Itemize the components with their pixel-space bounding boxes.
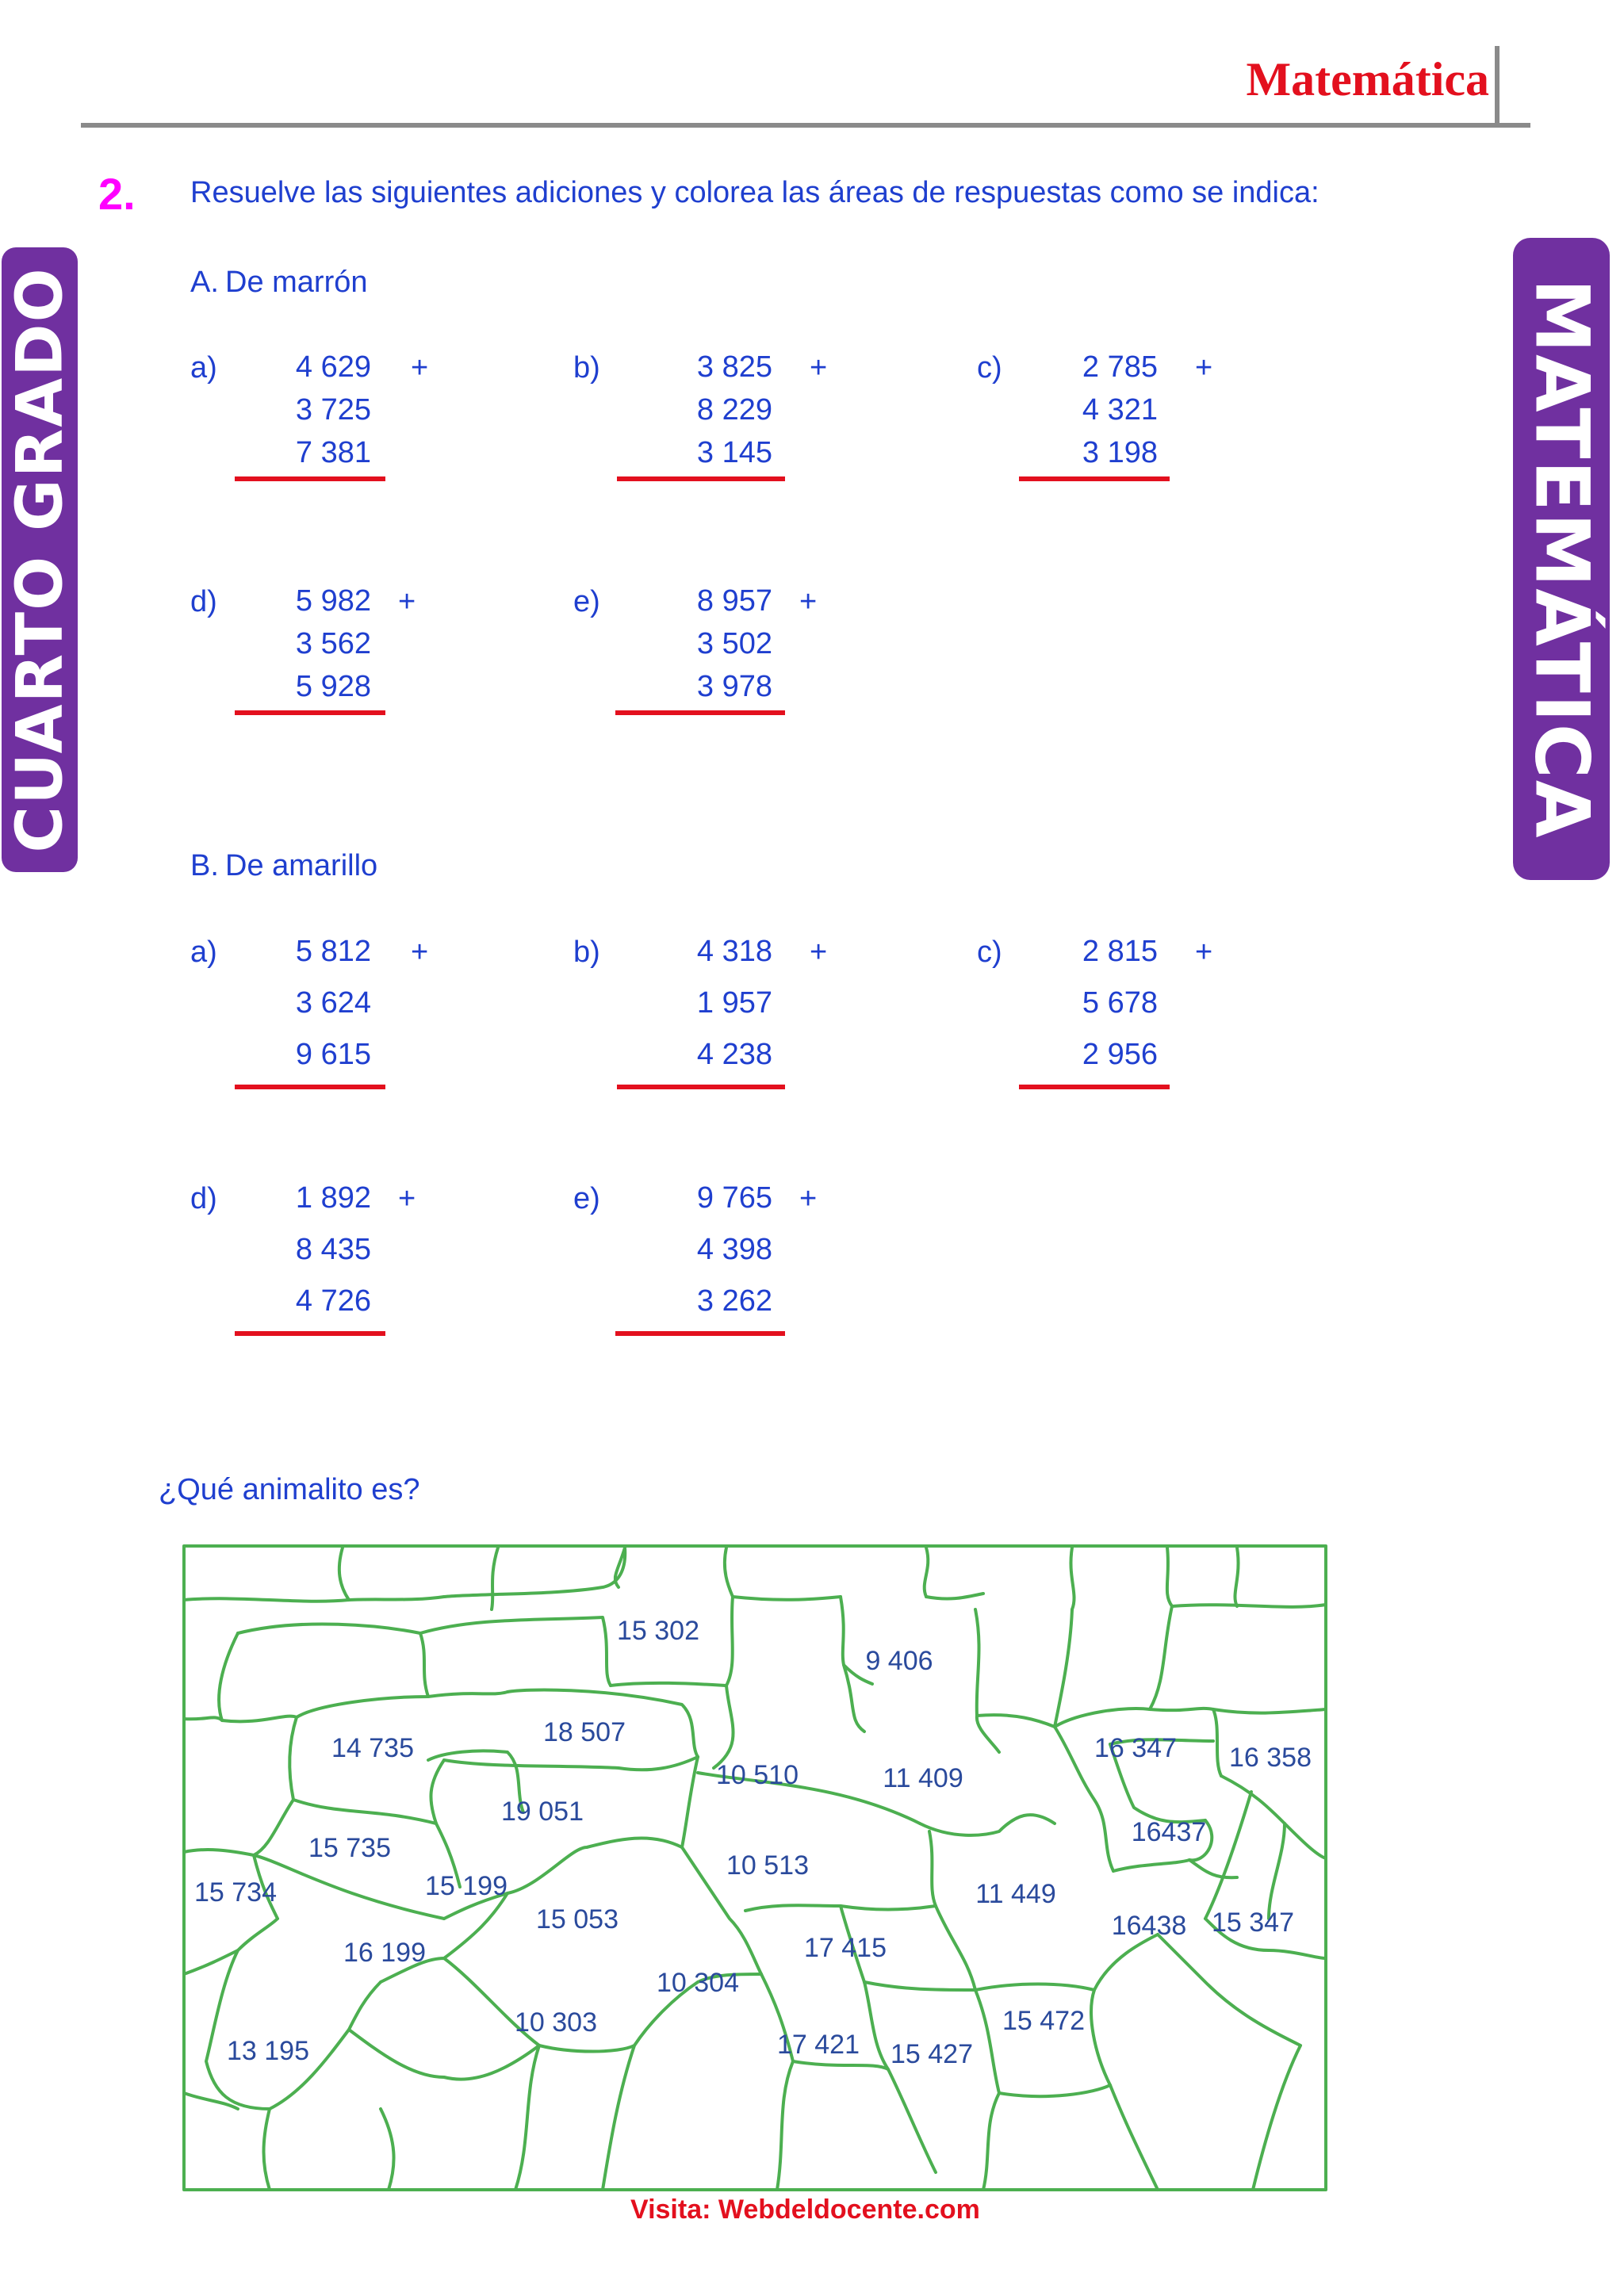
exercise-number: 2. [98, 169, 136, 219]
addend: 8 957 [696, 584, 772, 618]
problem-label: b) [573, 936, 600, 969]
addend: 7 381 [295, 436, 371, 469]
addend: 8 229 [696, 393, 772, 427]
addend: 5 678 [1082, 986, 1158, 1020]
problem-label: e) [573, 1182, 600, 1215]
subject-title: Matemática [1246, 53, 1489, 105]
puzzle-number: 10 510 [716, 1760, 799, 1790]
addend: 9 765 [696, 1181, 772, 1215]
addend: 9 615 [295, 1038, 371, 1071]
plus-sign: + [411, 351, 429, 385]
addend: 3 725 [295, 393, 371, 427]
puzzle-number: 14 735 [331, 1733, 414, 1763]
exercise-instruction: Resuelve las siguientes adiciones y colorea las áreas de respuestas como se indica: [190, 176, 1320, 209]
subject-banner-text: MATEMÁTICA [1518, 278, 1605, 840]
section-a-title: De marrón [225, 266, 368, 299]
addend: 3 978 [696, 670, 772, 703]
grade-banner-text: CUARTO GRADO [2, 266, 77, 853]
puzzle-number: 16 199 [343, 1938, 426, 1968]
plus-sign: + [398, 585, 416, 618]
addend: 3 562 [295, 627, 371, 660]
addend: 3 825 [696, 350, 772, 384]
plus-sign: + [799, 585, 818, 618]
puzzle-number: 17 415 [804, 1933, 887, 1963]
puzzle-number: 17 421 [777, 2030, 860, 2060]
addend: 1 892 [295, 1181, 371, 1215]
puzzle-number: 15 199 [425, 1871, 508, 1901]
problem-label: d) [190, 585, 217, 618]
puzzle-question: ¿Qué animalito es? [159, 1473, 420, 1506]
puzzle-number: 19 051 [501, 1797, 584, 1827]
addend: 4 398 [696, 1233, 772, 1266]
puzzle-number: 15 427 [891, 2039, 973, 2069]
plus-sign: + [810, 936, 828, 969]
plus-sign: + [1195, 351, 1213, 385]
puzzle-number: 16 347 [1094, 1733, 1177, 1763]
puzzle-number: 11 409 [883, 1763, 963, 1793]
addend: 3 262 [696, 1284, 772, 1318]
section-a-letter: A. [190, 266, 219, 299]
problem-label: e) [573, 585, 600, 618]
addend: 1 957 [696, 986, 772, 1020]
addend: 4 321 [1082, 393, 1158, 427]
puzzle-numbers [194, 1616, 1312, 2069]
puzzle-number: 16437 [1131, 1817, 1207, 1847]
puzzle-number: 10 513 [726, 1850, 809, 1881]
addend: 5 928 [295, 670, 371, 703]
footer-website: Visita: Webdeldocente.com [630, 2195, 980, 2225]
problem-label: c) [977, 936, 1002, 969]
plus-sign: + [398, 1182, 416, 1215]
addend: 4 238 [696, 1038, 772, 1071]
addend: 5 812 [295, 935, 371, 968]
problem-label: a) [190, 351, 217, 385]
puzzle-number: 16 358 [1229, 1743, 1312, 1773]
problem-label: a) [190, 936, 217, 969]
addend: 4 629 [295, 350, 371, 384]
addend: 3 145 [696, 436, 772, 469]
puzzle-number: 18 507 [543, 1717, 626, 1747]
puzzle-number: 15 735 [308, 1833, 391, 1863]
puzzle-number: 10 303 [515, 2007, 597, 2038]
puzzle-number: 16438 [1111, 1911, 1187, 1941]
puzzle-number: 15 347 [1212, 1908, 1294, 1938]
plus-sign: + [810, 351, 828, 385]
puzzle-number: 13 195 [227, 2036, 309, 2066]
plus-sign: + [411, 936, 429, 969]
section-b-title: De amarillo [225, 849, 378, 882]
addend: 8 435 [295, 1233, 371, 1266]
addend: 2 785 [1082, 350, 1158, 384]
addend: 4 318 [696, 935, 772, 968]
addend: 5 982 [295, 584, 371, 618]
addend: 2 815 [1082, 935, 1158, 968]
plus-sign: + [799, 1182, 818, 1215]
puzzle-number: 15 302 [617, 1616, 699, 1646]
problem-label: b) [573, 351, 600, 385]
section-b-letter: B. [190, 849, 219, 882]
addend: 3 198 [1082, 436, 1158, 469]
problem-label: d) [190, 1182, 217, 1215]
addend: 3 502 [696, 627, 772, 660]
addend: 2 956 [1082, 1038, 1158, 1071]
addend: 4 726 [295, 1284, 371, 1318]
puzzle-number: 10 304 [657, 1968, 739, 1998]
puzzle-number: 11 449 [975, 1879, 1056, 1909]
puzzle-number: 9 406 [865, 1646, 933, 1676]
problem-label: c) [977, 351, 1002, 385]
plus-sign: + [1195, 936, 1213, 969]
puzzle-number: 15 734 [194, 1877, 277, 1908]
puzzle-number: 15 472 [1002, 2006, 1085, 2036]
addend: 3 624 [295, 986, 371, 1020]
puzzle-number: 15 053 [536, 1904, 619, 1934]
